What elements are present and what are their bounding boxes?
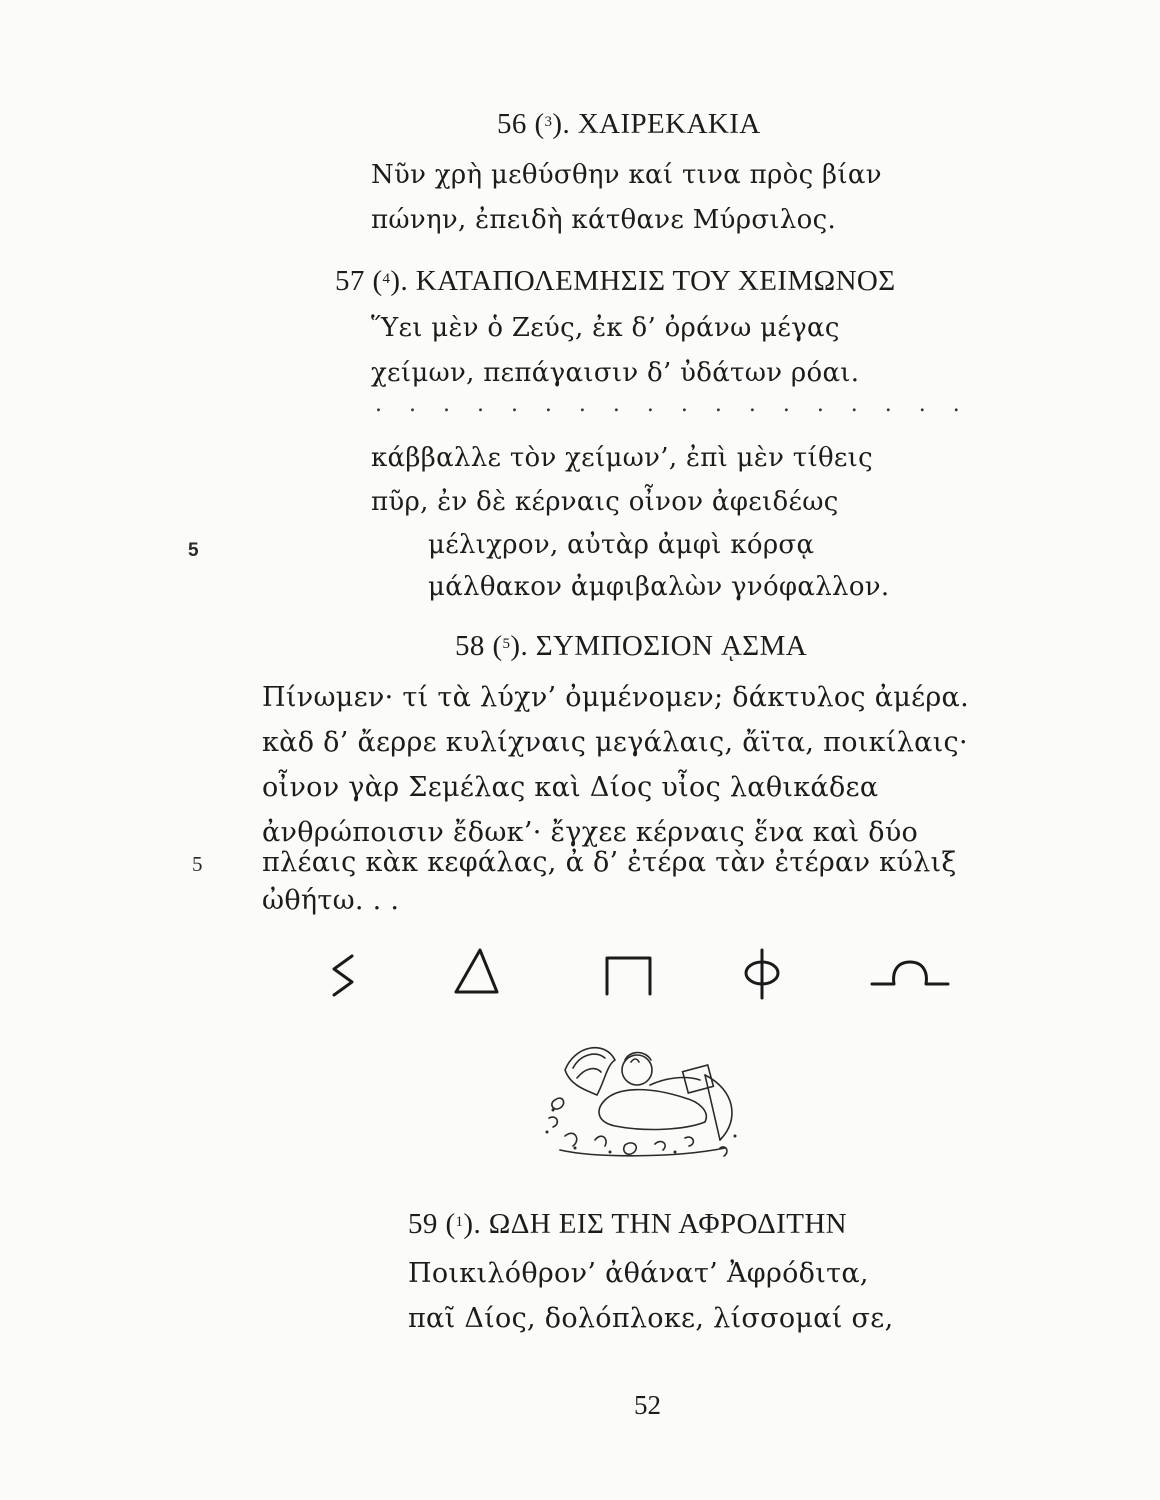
archaic-pi-glyph [607,958,650,994]
verse-line: Πίνωμεν· τί τὰ λύχν’ ὀμμένομεν; δάκτυλος ἀμέρα. [262,682,969,713]
verse-line: κάββαλλε τὸν χείμων’, ἐπὶ μὲν τίθεις [371,443,874,473]
verse-line: ἀνθρώποισιν ἔδωκ’· ἔγχεε κέρναις ἕνα καὶ δύο [262,817,919,848]
verse-line: πῦρ, ἐν δὲ κέρναις οἶνον ἀφειδέως [371,487,839,517]
verse-line: κὰδ δ’ ἄερρε κυλίχναις μεγάλαις, ἄϊτα, ποικίλαις· [262,727,968,758]
verse-line: πλέαις κὰκ κεφάλας, ἀ δ’ ἐτέρα τὰν ἐτέραν κύλιξ [262,847,957,878]
heading-57: 57 ($^4$). ΚΑΤΑΠΟΛΕΜΗΣΙΣ ΤΟΥ ΧΕΙΜΩΝΟΣ [335,265,896,297]
verse-line: οἶνον γὰρ Σεμέλας καὶ Δίος υἶος λαθικάδεα [262,772,879,803]
verse-line: Νῦν χρὴ μεθύσθην καί τινα πρὸς βίαν [371,160,882,190]
heading-56: 56 ($^3$). ΧΑΙΡΕΚΑΚΙΑ [497,108,761,140]
verse-line: Ὕει μὲν ὁ Ζεύς, ἐκ δ’ ὀράνω μέγας [371,313,840,343]
cupid-vignette-illustration [535,1040,755,1170]
line-number: 5 [192,852,203,876]
heading-58: 58 ($^5$). ΣΥΜΠΟΣΙΟΝ ᾼΣΜΑ [455,630,808,662]
line-number: 5 [188,540,199,561]
archaic-omega-glyph [872,962,948,984]
verse-line: μάλθακον ἀμφιβαλὼν γνόφαλλον. [428,572,890,602]
verse-line: χείμων, πεπάγαισιν δ’ ὐδάτων ρόαι. [371,358,860,388]
archaic-phi-glyph [746,950,778,998]
page-number: 52 [634,1390,661,1420]
verse-line: ὠθήτω. . . [262,885,400,916]
heading-59: 59 ($^1$). ΩΔΗ ΕΙΣ ΤΗΝ ΑΦΡΟΔΙΤΗΝ [408,1208,848,1240]
archaic-sigma-glyph [334,956,352,995]
verse-line: παῖ Δίος, δολόπλοκε, λίσσομαί σε, [408,1303,894,1334]
archaic-alpha-glyph [456,950,497,992]
lacuna-dots: . . . . . . . . . . . . . . . . . . [375,392,970,417]
verse-line: πώνην, ἐπειδὴ κάτθανε Μύρσιλος. [371,205,837,235]
verse-line: Ποικιλόθρον’ ἀθάνατ’ Ἀφρόδιτα, [408,1258,869,1289]
verse-line: μέλιχρον, αὐτὰρ ἀμφὶ κόρσᾳ [428,530,815,560]
